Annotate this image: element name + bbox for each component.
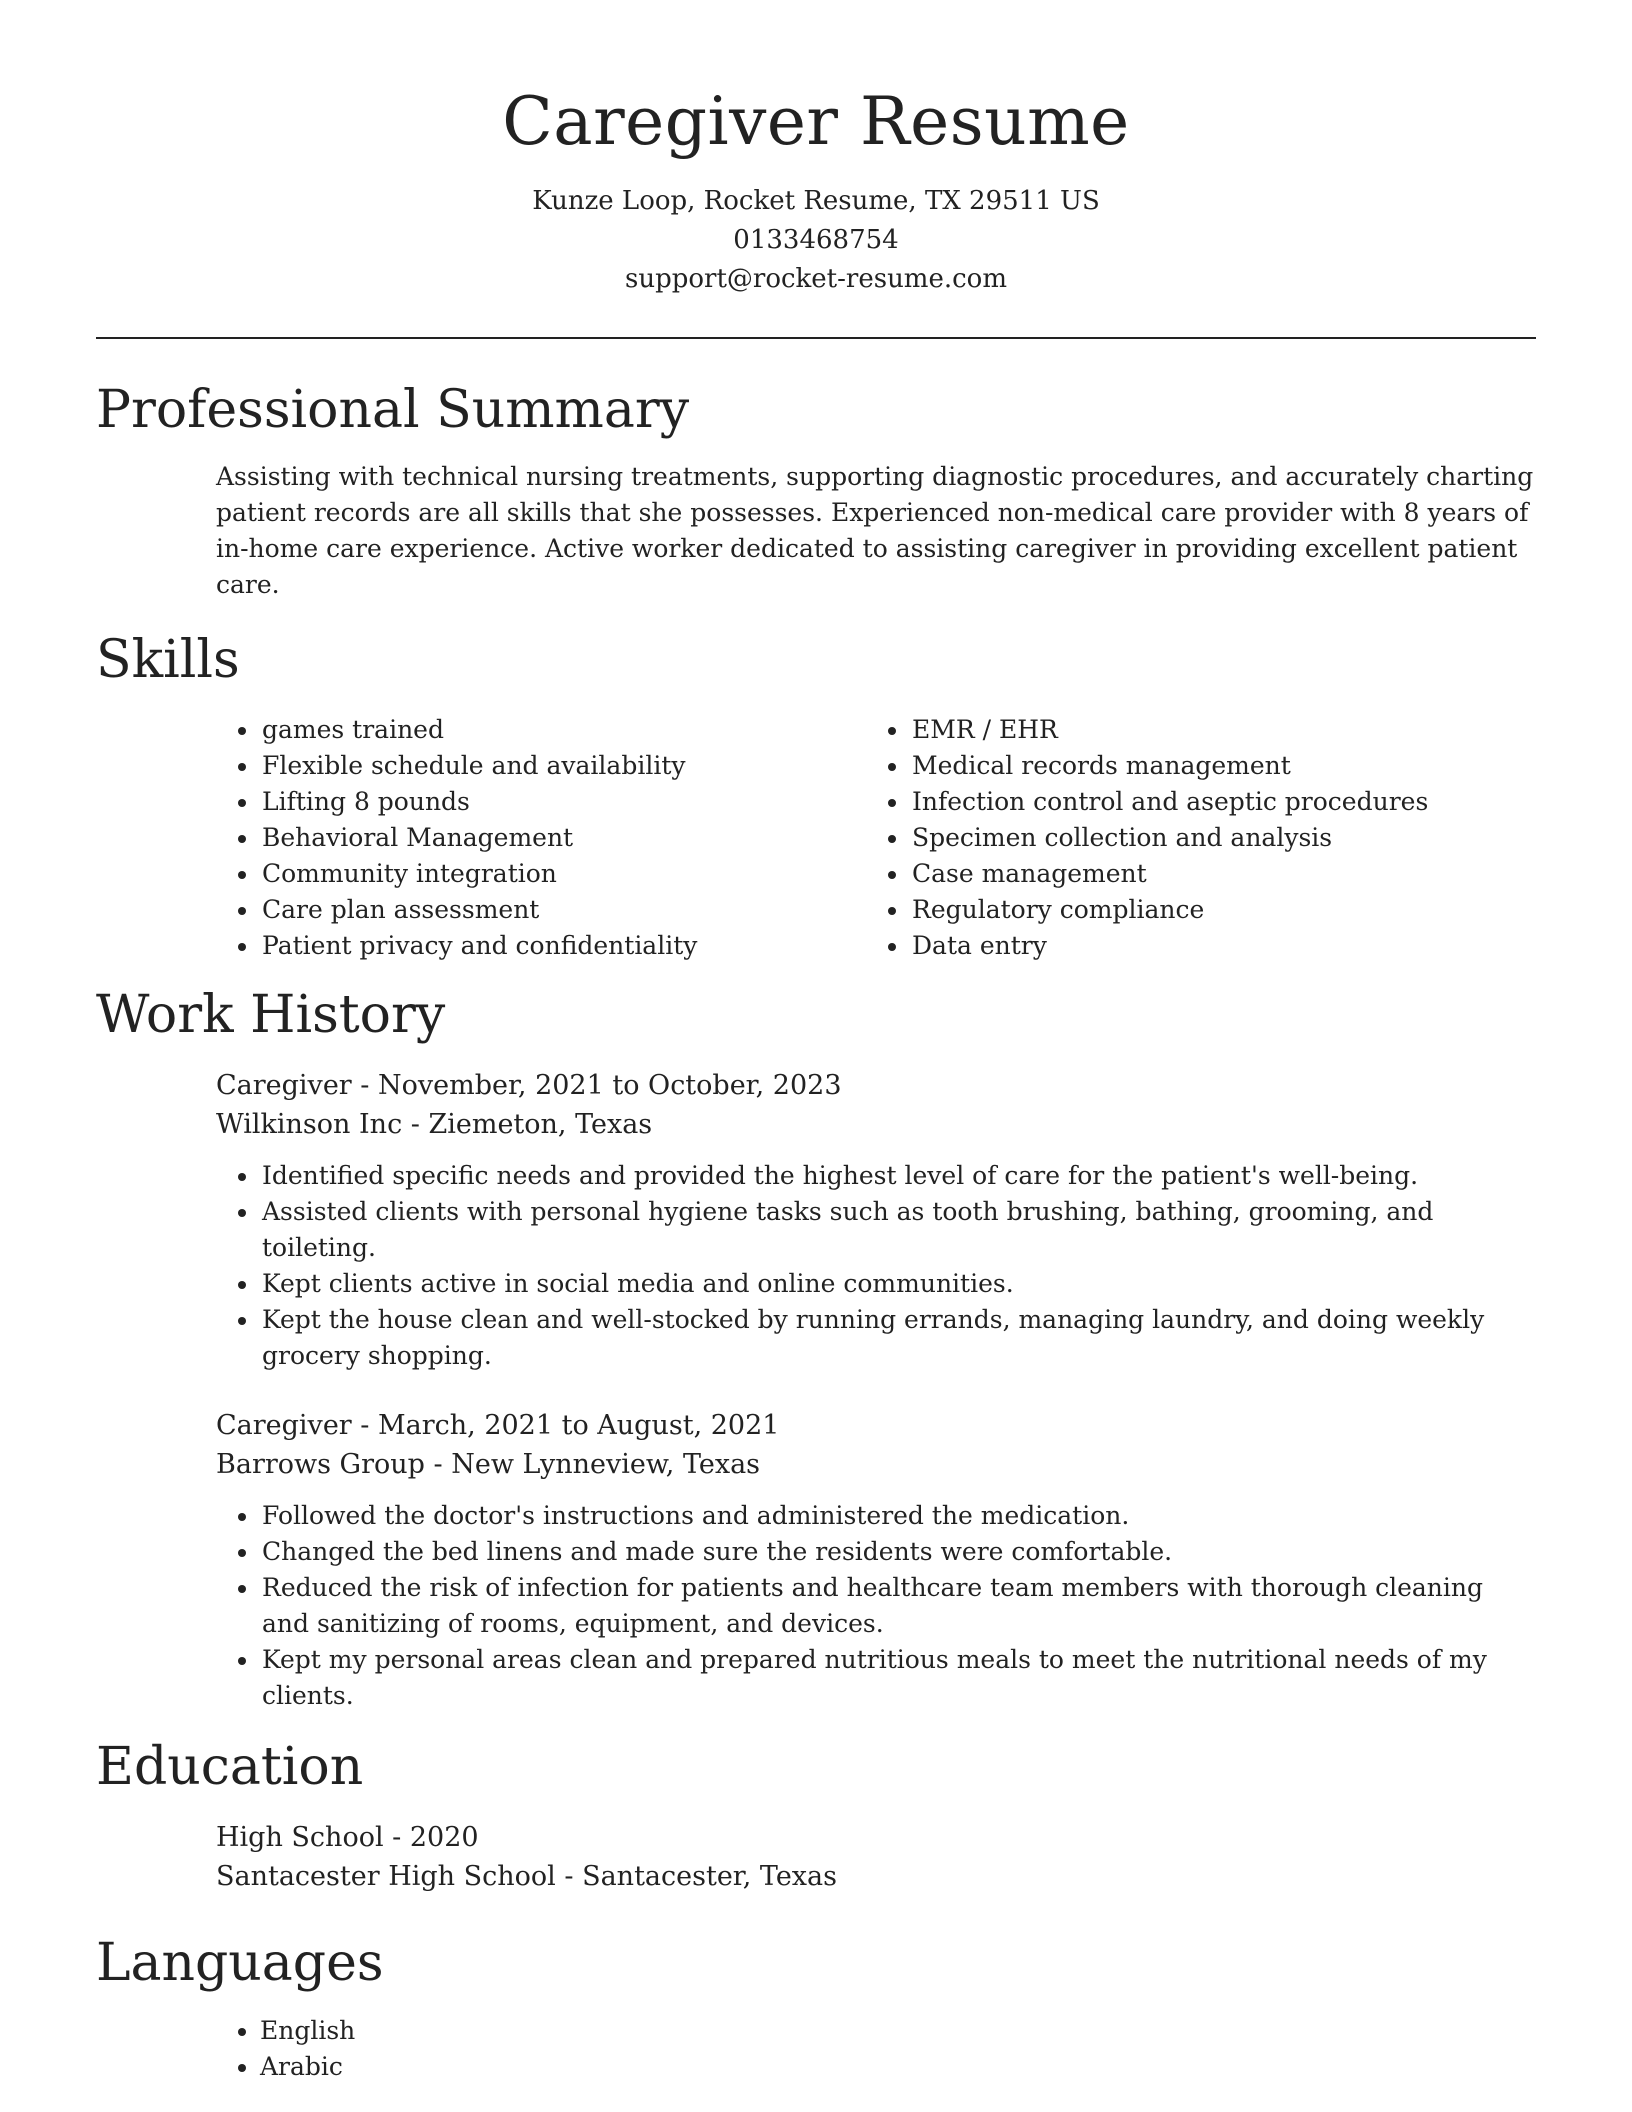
resume-title: Caregiver Resume: [502, 83, 1130, 160]
section-heading-education: Education: [96, 1737, 364, 1798]
education-degree-line: High School - 2020: [216, 1822, 479, 1854]
skill-item: • EMR / EHR: [910, 712, 1516, 748]
skill-item: • Flexible schedule and availability: [260, 748, 866, 784]
contact-phone: 0133468754: [733, 224, 899, 255]
skill-item: • Behavioral Management: [260, 820, 866, 856]
skills-section: [96, 629, 1536, 963]
skill-item: • Medical records management: [910, 748, 1516, 784]
job-duty-item: • Kept clients active in social media and online communities.: [260, 1266, 1536, 1302]
skill-item: • Data entry: [910, 928, 1516, 964]
header-divider: [96, 337, 1536, 339]
language-item: • Arabic: [260, 2049, 1536, 2085]
professional-summary-section: [96, 379, 1536, 603]
section-heading-languages: Languages: [96, 1933, 384, 1994]
languages-list: [216, 2013, 1536, 2085]
education-school-line: Santacester High School - Santacester, Texas: [216, 1861, 837, 1893]
job-company-line: Wilkinson Inc - Ziemeton, Texas: [216, 1109, 653, 1141]
section-heading-skills: Skills: [96, 630, 240, 691]
job-duties-list: [216, 1158, 1536, 1374]
skill-item: • Regulatory compliance: [910, 892, 1516, 928]
languages-section: [96, 1932, 1536, 2084]
job-entry: [216, 1406, 1536, 1714]
job-company-line: Barrows Group - New Lynneview, Texas: [216, 1449, 761, 1481]
job-duty-item: • Changed the bed linens and made sure the residents were comfortable.: [260, 1534, 1536, 1570]
contact-email: support@rocket-resume.com: [624, 263, 1007, 294]
summary-text: Assisting with technical nursing treatments, supporting diagnostic procedures, and accurately charting patient records are all skills that she possesses. Experienced non-medical care provider with 8 years of in-home care experience. Active worker dedicated to assisting caregiver in providing excellent patient care.: [216, 462, 1534, 600]
job-duty-item: • Assisted clients with personal hygiene tasks such as tooth brushing, bathing, grooming, and toileting.: [260, 1194, 1536, 1266]
job-duties-list: [216, 1498, 1536, 1714]
section-heading-summary: Professional Summary: [96, 379, 690, 440]
job-duty-item: • Followed the doctor's instructions and administered the medication.: [260, 1498, 1536, 1534]
skill-item: • Community integration: [260, 856, 866, 892]
language-item: • English: [260, 2013, 1536, 2049]
skill-item: • Case management: [910, 856, 1516, 892]
skill-item: • Specimen collection and analysis: [910, 820, 1516, 856]
resume-header: [96, 0, 1536, 299]
skills-column-right: [866, 712, 1516, 964]
job-title-line: Caregiver - March, 2021 to August, 2021: [216, 1410, 780, 1442]
contact-address: Kunze Loop, Rocket Resume, TX 29511 US: [532, 185, 1100, 216]
education-section: [96, 1736, 1536, 1896]
job-duty-item: • Kept my personal areas clean and prepared nutritious meals to meet the nutritional needs of my clients.: [260, 1642, 1536, 1714]
skills-column-left: [216, 712, 866, 964]
job-duty-item: • Identified specific needs and provided the highest level of care for the patient's well-being.: [260, 1158, 1536, 1194]
skill-item: • Lifting 8 pounds: [260, 784, 866, 820]
job-entry: [216, 1066, 1536, 1374]
skills-grid: [216, 712, 1536, 964]
job-duty-item: • Reduced the risk of infection for patients and healthcare team members with thorough cleaning and sanitizing of rooms, equipment, and devices.: [260, 1570, 1536, 1642]
job-duty-item: • Kept the house clean and well-stocked by running errands, managing laundry, and doing weekly grocery shopping.: [260, 1302, 1536, 1374]
skill-item: • Infection control and aseptic procedures: [910, 784, 1516, 820]
work-history-section: [96, 984, 1536, 1714]
skill-item: • games trained: [260, 712, 866, 748]
skill-item: • Care plan assessment: [260, 892, 866, 928]
education-entry: [216, 1818, 1536, 1896]
section-heading-work: Work History: [96, 984, 446, 1045]
skill-item: • Patient privacy and confidentiality: [260, 928, 866, 964]
job-title-line: Caregiver - November, 2021 to October, 2023: [216, 1070, 842, 1102]
